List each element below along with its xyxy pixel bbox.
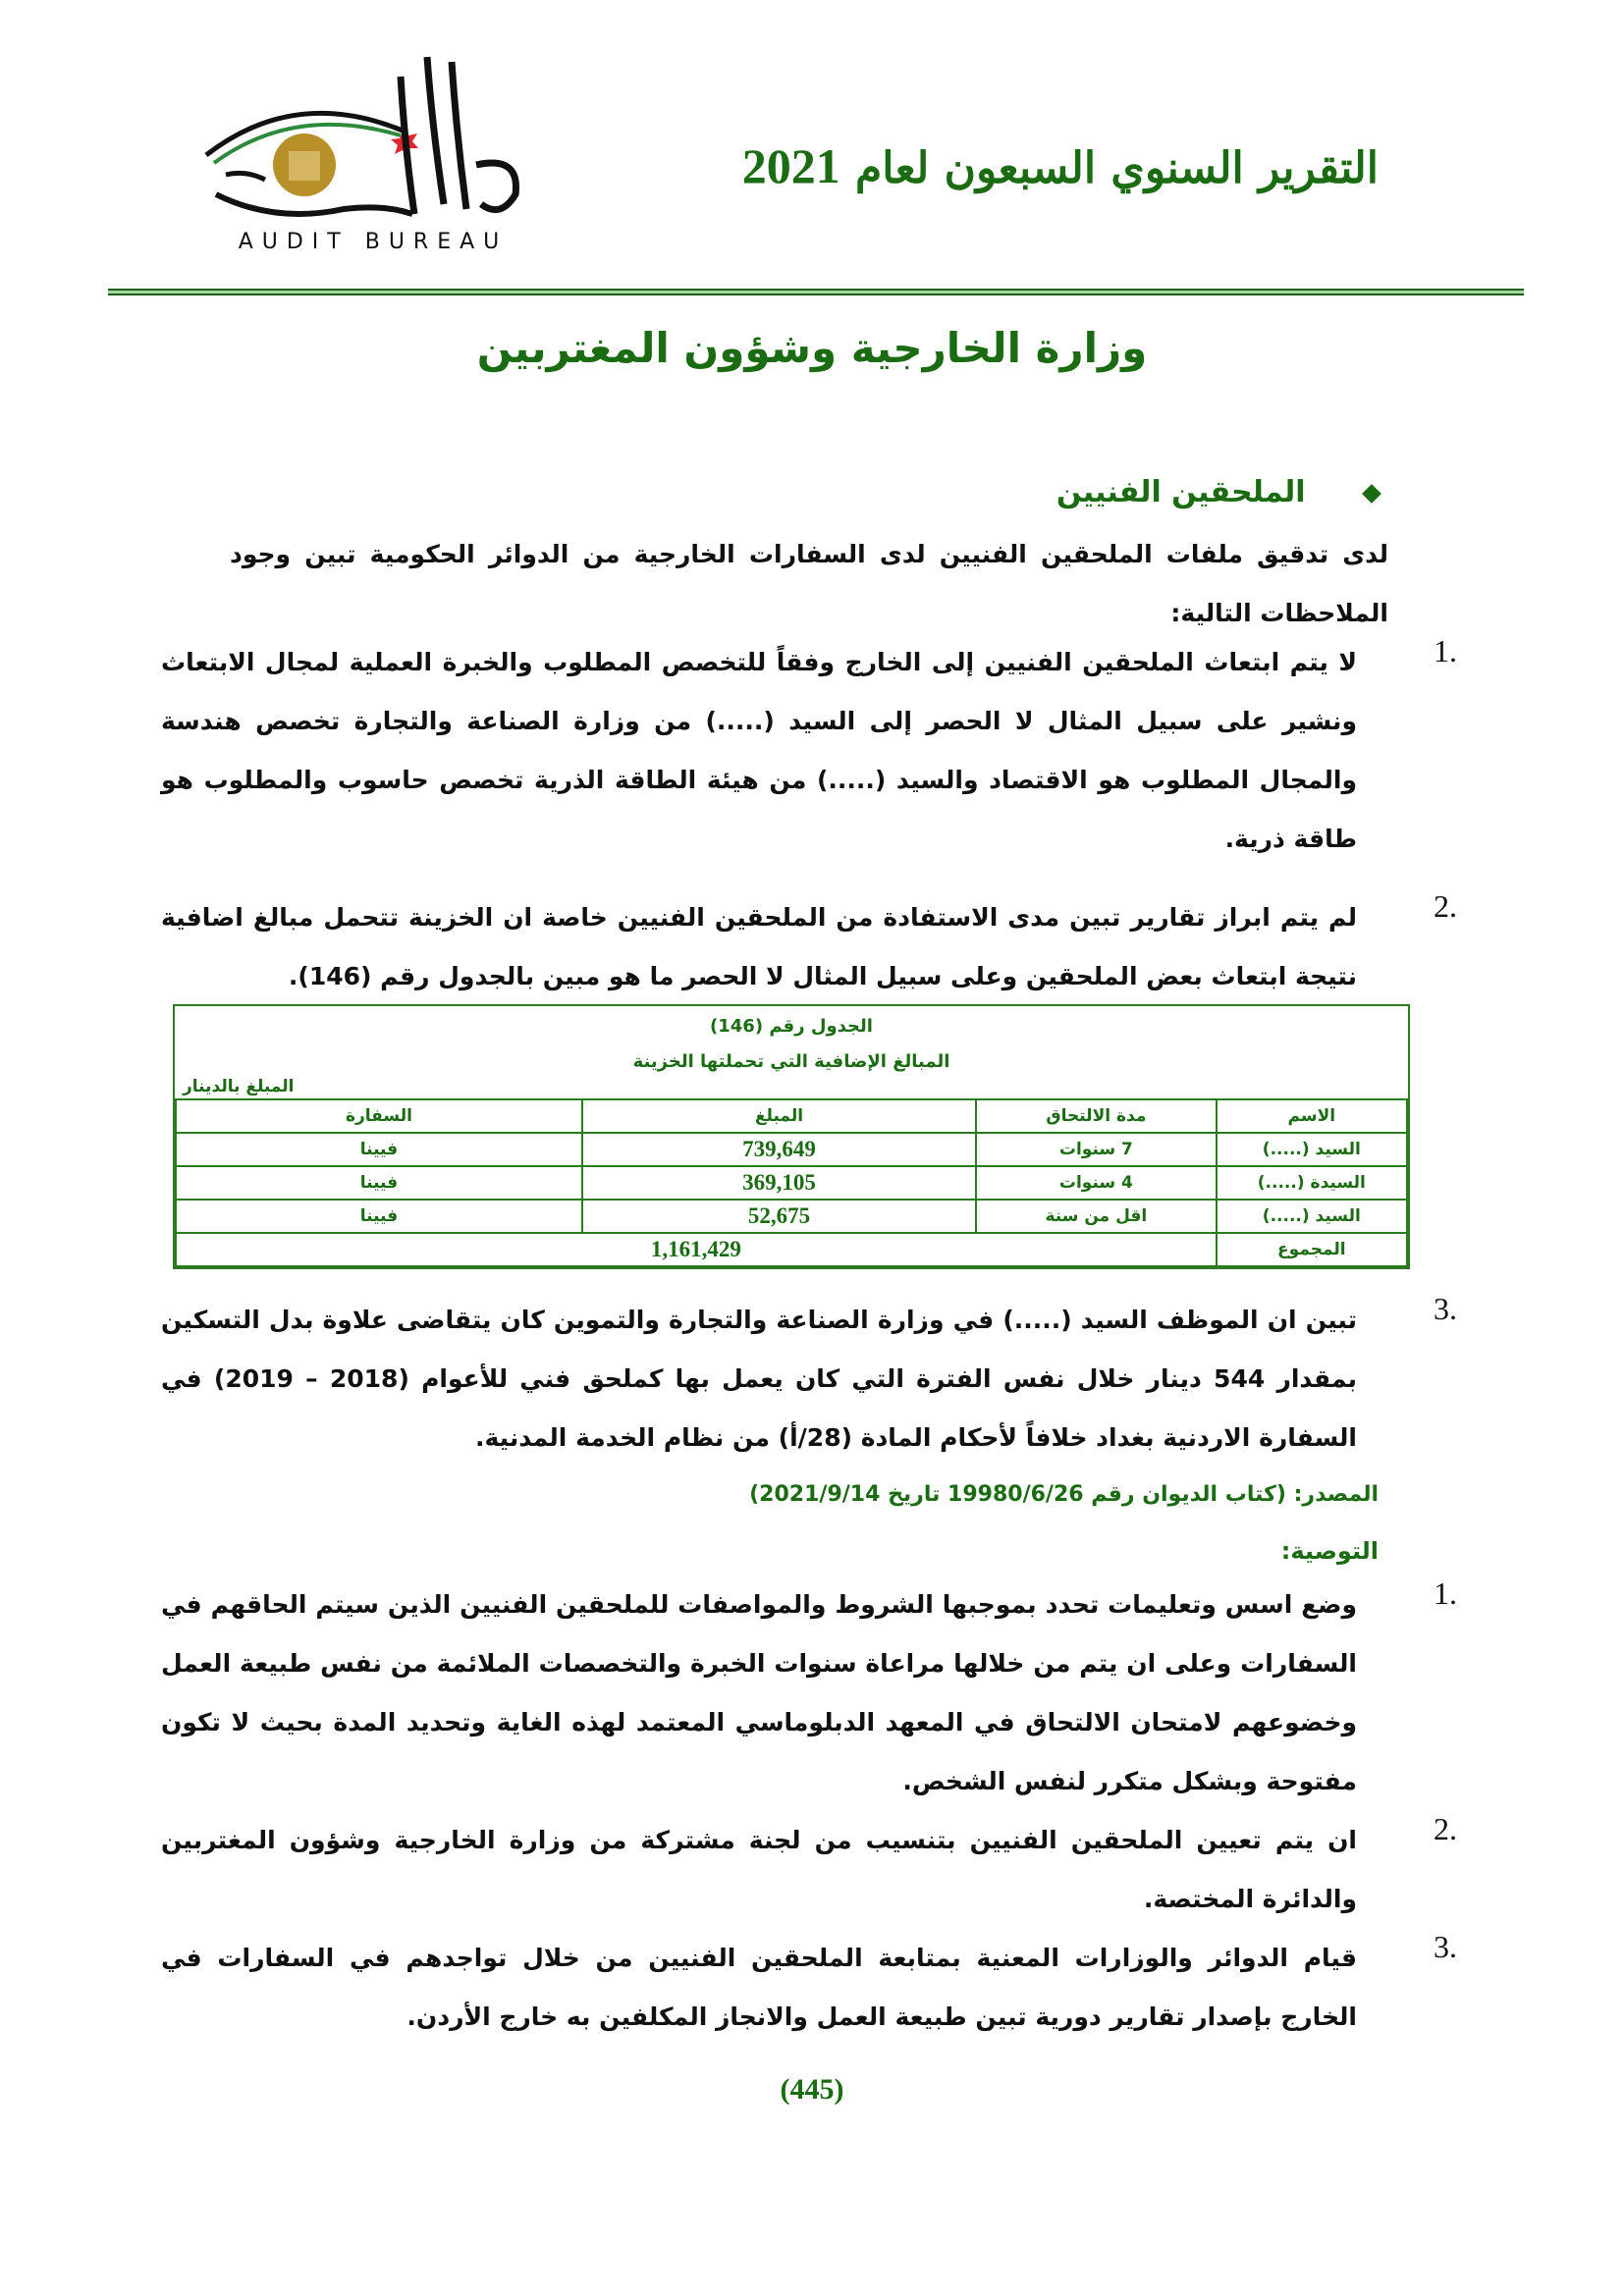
item-text: لم يتم ابراز تقارير تبين مدى الاستفادة من الملحقين الفنيين خاصة ان الخزينة تتحمل مبالغ اضافية نتيجة ابتعاث بعض الملحقين وعلى سبيل المثال لا الحصر ما هو مبين بالجدول رقم (146). — [161, 903, 1357, 990]
observation-item — [161, 888, 1457, 1006]
recommendation-item — [161, 1575, 1457, 1811]
intro-paragraph: لدى تدقيق ملفات الملحقين الفنيين لدى السفارات الخارجية من الدوائر الحكومية تبين وجود الملاحظات التالية: — [230, 540, 1388, 627]
cell-amount: 739,649 — [582, 1133, 976, 1166]
audit-bureau-logo — [187, 37, 560, 258]
item-number: 3. — [1434, 1291, 1457, 1326]
report-year: 2021 — [741, 138, 840, 193]
item-number: 3. — [1434, 1929, 1457, 1964]
table-number: الجدول رقم (146) — [710, 1016, 873, 1037]
table-title: المبالغ الإضافية التي تحملتها الخزينة — [632, 1051, 950, 1072]
cell-embassy: فيينا — [176, 1200, 582, 1233]
table-header-row — [176, 1099, 1407, 1133]
section-heading-text: الملحقين الفنيين — [1056, 475, 1306, 509]
col-header-duration: مدة الالتحاق — [976, 1099, 1217, 1133]
total-label: المجموع — [1217, 1233, 1407, 1266]
item-text: لا يتم ابتعاث الملحقين الفنيين إلى الخارج وفقاً للتخصص المطلوب والخبرة العملية لمجال الابتعاث ونشير على سبيل المثال لا الحصر إلى السيد (.....) من وزارة الصناعة والتجارة تخصص هندسة والمجال المطلوب هو الاقتصاد والسيد (.....) من هيئة الطاقة الذرية تخصص حاسوب والمطلوب هو طاقة ذرية. — [161, 648, 1357, 853]
observation-item — [161, 633, 1457, 869]
item-number: 1. — [1434, 1575, 1457, 1611]
table-row — [176, 1166, 1407, 1200]
observation-item — [161, 1291, 1457, 1468]
recommendation-item — [161, 1929, 1457, 2047]
cell-amount: 369,105 — [582, 1166, 976, 1200]
cell-embassy: فيينا — [176, 1166, 582, 1200]
table-total-row — [176, 1233, 1407, 1266]
cell-amount: 52,675 — [582, 1200, 976, 1233]
cell-name: السيدة (.....) — [1217, 1166, 1407, 1200]
item-text: تبين ان الموظف السيد (.....) في وزارة الصناعة والتجارة والتموين كان يتقاضى علاوة بدل التسكين بمقدار 544 دينار خلال نفس الفترة التي كان يعمل بها كملحق فني للأعوام (2018 – 2019) في السفارة الاردنية بغداد خلافاً لأحكام المادة (28/أ) من نظام الخدمة المدنية. — [161, 1306, 1357, 1452]
cell-duration: 4 سنوات — [976, 1166, 1217, 1200]
item-text: ان يتم تعيين الملحقين الفنيين بتنسيب من لجنة مشتركة من وزارة الخارجية وشؤون المغتربين والدائرة المختصة. — [161, 1826, 1357, 1913]
item-number: 2. — [1434, 888, 1457, 924]
header-divider — [108, 289, 1524, 296]
section-heading — [1056, 475, 1379, 509]
col-header-name: الاسم — [1217, 1099, 1407, 1133]
item-number: 1. — [1434, 633, 1457, 668]
diamond-bullet-icon — [1362, 484, 1381, 504]
total-amount: 1,161,429 — [176, 1233, 1217, 1266]
item-text: وضع اسس وتعليمات تحدد بموجبها الشروط والمواصفات للملحقين الفنيين الذين سيتم الحاقهم في السفارات وعلى ان يتم من خلالها مراعاة سنوات الخبرة والتخصصات الملائمة من نفس طبيعة العمل وخضوعهم لامتحان الالتحاق في المعهد الدبلوماسي المعتمد لهذه الغاية وتحديد المدة بحيث لا تكون مفتوحة وبشكل متكرر لنفس الشخص. — [161, 1590, 1357, 1795]
table-row — [176, 1200, 1407, 1233]
page-number: (445) — [780, 2073, 844, 2106]
cell-embassy: فيينا — [176, 1133, 582, 1166]
report-title-text: التقرير السنوي السبعون لعام — [855, 143, 1379, 193]
ministry-title: وزارة الخارجية وشؤون المغتربين — [476, 324, 1148, 372]
data-table-146 — [173, 1004, 1410, 1269]
table-row — [176, 1133, 1407, 1166]
recommendation-item — [161, 1811, 1457, 1929]
report-title — [742, 137, 1379, 194]
item-text: قيام الدوائر والوزارات المعنية بمتابعة الملحقين الفنيين من خلال تواجدهم في السفارات في الخارج بإصدار تقارير دورية تبين طبيعة العمل والانجاز المكلفين به خارج الأردن. — [161, 1944, 1357, 2031]
logo-emblem-icon — [187, 37, 560, 258]
svg-text:AUDIT BUREAU: AUDIT BUREAU — [238, 230, 509, 254]
table-grid — [175, 1098, 1408, 1267]
cell-duration: اقل من سنة — [976, 1200, 1217, 1233]
item-number: 2. — [1434, 1811, 1457, 1846]
col-header-embassy: السفارة — [176, 1099, 582, 1133]
cell-duration: 7 سنوات — [976, 1133, 1217, 1166]
table-unit: المبلغ بالدينار — [183, 1077, 295, 1096]
recommendation-heading: التوصية: — [1280, 1537, 1379, 1565]
cell-name: السيد (.....) — [1217, 1200, 1407, 1233]
col-header-amount: المبلغ — [582, 1099, 976, 1133]
cell-name: السيد (.....) — [1217, 1133, 1407, 1166]
source-citation: المصدر: (كتاب الديوان رقم 19980/6/26 تاريخ 2021/9/14) — [749, 1482, 1379, 1507]
